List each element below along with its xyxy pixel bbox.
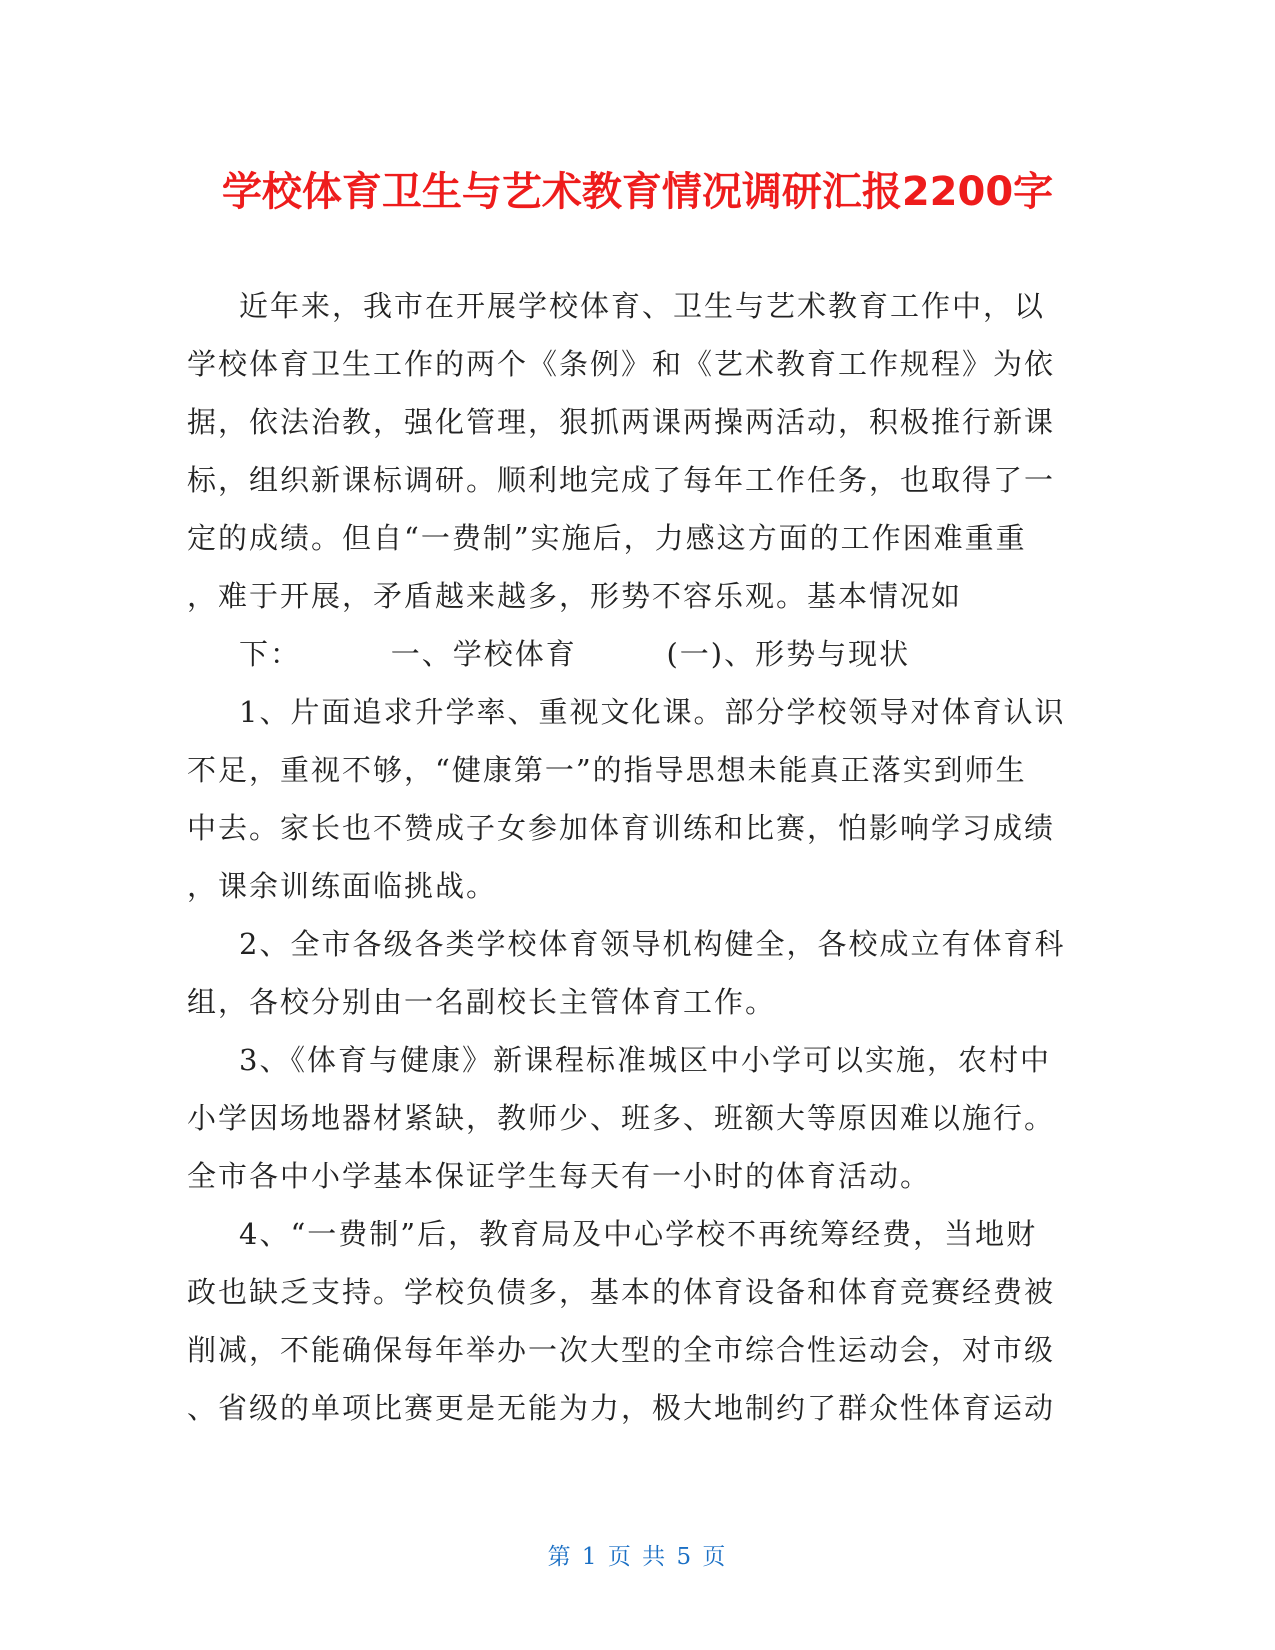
text-line: 中去。家长也不赞成子女参加体育训练和比赛，怕影响学习成绩 — [187, 811, 1056, 845]
text-line: 不足，重视不够，“健康第一”的指导思想未能真正落实到师生 — [187, 753, 1027, 787]
text-line: ，难于开展，矛盾越来越多，形势不容乐观。基本情况如 — [187, 579, 963, 613]
document-title: 学校体育卫生与艺术教育情况调研汇报2200字 — [221, 169, 1054, 215]
page-number-footer: 第 1 页 共 5 页 — [547, 1544, 728, 1570]
text-line: 、省级的单项比赛更是无能为力，极大地制约了群众性体育运动 — [187, 1391, 1056, 1425]
text-line: 全市各中小学基本保证学生每天有一小时的体育活动。 — [187, 1159, 932, 1193]
text-line: 据，依法治教，强化管理，狠抓两课两操两活动，积极推行新课 — [187, 405, 1056, 439]
text-line: 近年来，我市在开展学校体育、卫生与艺术教育工作中，以 — [239, 289, 1046, 323]
text-line: 定的成绩。但自“一费制”实施后，力感这方面的工作困难重重 — [187, 521, 1027, 555]
text-line: 标，组织新课标调研。顺利地完成了每年工作任务，也取得了一 — [187, 463, 1056, 497]
text-line: 政也缺乏支持。学校负债多，基本的体育设备和体育竞赛经费被 — [187, 1275, 1056, 1309]
text-line: 2、全市各级各类学校体育领导机构健全，各校成立有体育科 — [239, 927, 1066, 961]
text-line: 组，各校分别由一名副校长主管体育工作。 — [187, 985, 777, 1019]
text-line: 削减，不能确保每年举办一次大型的全市综合性运动会，对市级 — [187, 1333, 1056, 1367]
text-line: 4、“一费制”后，教育局及中心学校不再统筹经费，当地财 — [239, 1217, 1038, 1251]
text-line: 小学因场地器材紧缺，教师少、班多、班额大等原因难以施行。 — [187, 1101, 1056, 1135]
text-line: 下： 一、学校体育 (一)、形势与现状 — [239, 637, 911, 671]
text-line: 学校体育卫生工作的两个《条例》和《艺术教育工作规程》为依 — [187, 347, 1056, 381]
text-line: ，课余训练面临挑战。 — [187, 869, 498, 903]
text-line: 3、《体育与健康》新课程标准城区中小学可以实施，农村中 — [239, 1043, 1051, 1077]
text-line: 1、片面追求升学率、重视文化课。部分学校领导对体育认识 — [239, 695, 1066, 729]
